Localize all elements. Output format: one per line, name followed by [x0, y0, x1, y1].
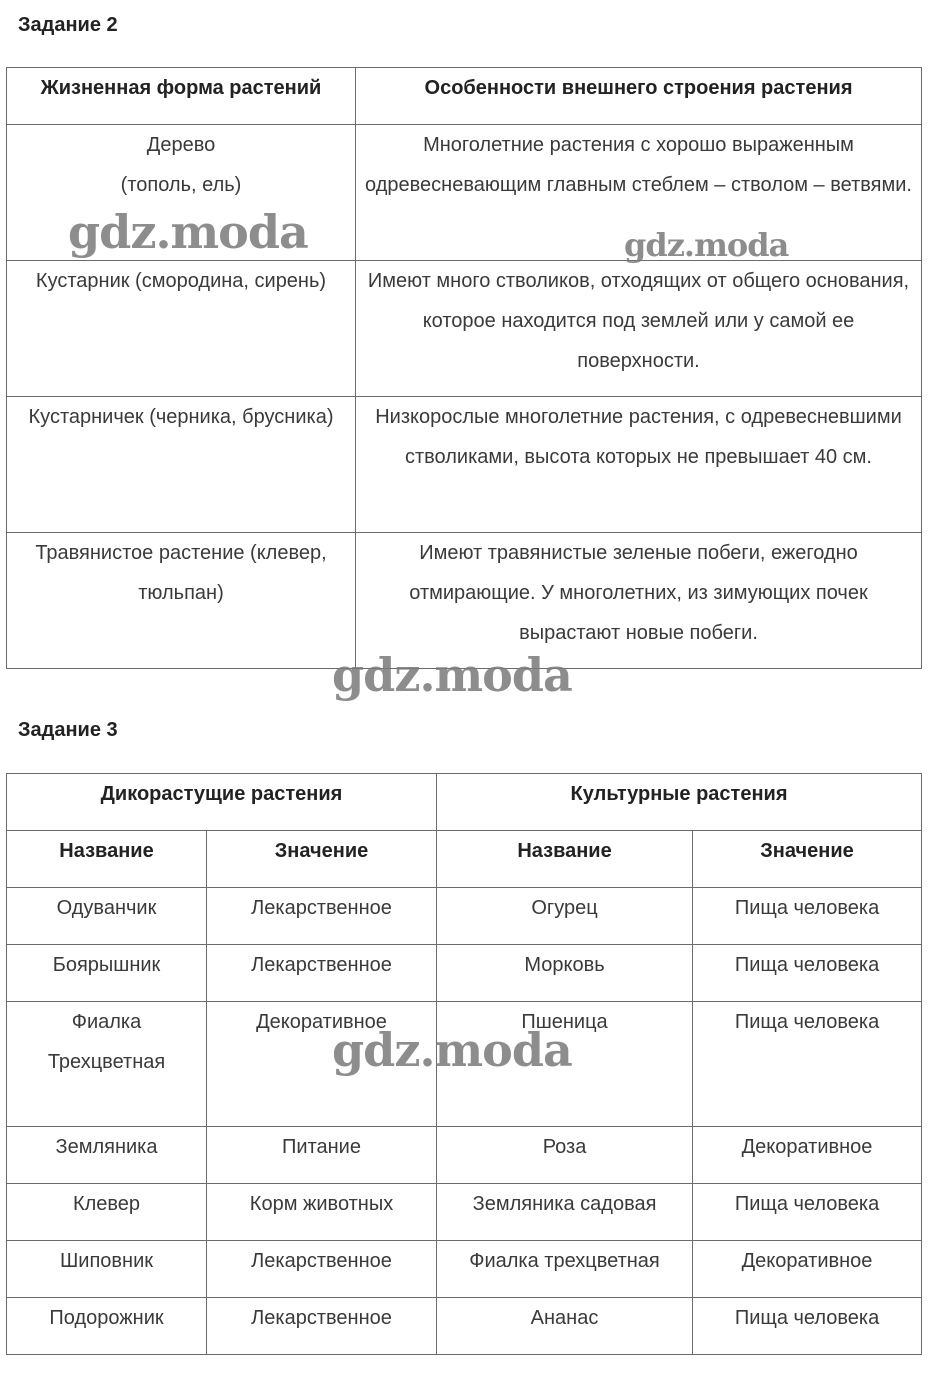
wild-name-cell: Боярышник — [7, 945, 207, 1002]
life-form-cell: Дерево (тополь, ель) — [7, 125, 356, 261]
cult-name-cell: Ананас — [437, 1298, 693, 1355]
task2-title: Задание 2 — [18, 14, 118, 36]
table-row — [7, 533, 922, 669]
wild-name-cell: Земляника — [7, 1127, 207, 1184]
wild-name-cell: Шиповник — [7, 1241, 207, 1298]
wild-name-cell: Клевер — [7, 1184, 207, 1241]
wild-use-cell: Лекарственное — [207, 888, 437, 945]
wild-use-cell: Лекарственное — [207, 945, 437, 1002]
table-row — [7, 397, 922, 533]
plants-table — [6, 773, 922, 1355]
header-cult-use: Значение — [693, 831, 922, 888]
features-cell: Имеют травянистые зеленые побеги, ежегодно отмирающие. У многолетних, из зимующих почек вырастают новые побеги. — [356, 533, 922, 669]
features-cell: Имеют много стволиков, отходящих от общего основания, которое находится под землей или у самой ее поверхности. — [356, 261, 922, 397]
life-form-cell: Кустарник (смородина, сирень) — [7, 261, 356, 397]
life-form-cell: Травянистое растение (клевер, тюльпан) — [7, 533, 356, 669]
watermark: gdz.moda — [68, 205, 308, 259]
wild-name-cell: Подорожник — [7, 1298, 207, 1355]
table-row — [7, 888, 922, 945]
table-row — [7, 261, 922, 397]
wild-use-cell: Лекарственное — [207, 1298, 437, 1355]
cult-use-cell: Пища человека — [693, 888, 922, 945]
group-header-row — [7, 774, 922, 831]
header-wild-plants: Дикорастущие растения — [7, 774, 437, 831]
sub-header-row — [7, 831, 922, 888]
cult-name-cell: Фиалка трехцветная — [437, 1241, 693, 1298]
cult-use-cell: Декоративное — [693, 1241, 922, 1298]
header-wild-use: Значение — [207, 831, 437, 888]
watermark: gdz.moda — [332, 1023, 572, 1077]
header-cult-name: Название — [437, 831, 693, 888]
plants-table-body — [7, 888, 922, 1355]
table-row — [7, 1184, 922, 1241]
wild-name-cell: Одуванчик — [7, 888, 207, 945]
cult-use-cell: Пища человека — [693, 945, 922, 1002]
cult-name-cell: Земляника садовая — [437, 1184, 693, 1241]
cult-name-cell: Морковь — [437, 945, 693, 1002]
watermark: gdz.moda — [624, 226, 789, 264]
table-row — [7, 1002, 922, 1127]
table-row — [7, 125, 922, 261]
life-form-cell: Кустарничек (черника, брусника) — [7, 397, 356, 533]
header-life-form: Жизненная форма растений — [7, 68, 356, 125]
table-row — [7, 945, 922, 1002]
wild-use-cell: Лекарственное — [207, 1241, 437, 1298]
cult-name-cell: Пшеница — [437, 1002, 693, 1127]
life-forms-table — [6, 67, 922, 669]
wild-name-cell: Фиалка Трехцветная — [7, 1002, 207, 1127]
header-wild-name: Название — [7, 831, 207, 888]
table-row — [7, 1127, 922, 1184]
cult-name-cell: Роза — [437, 1127, 693, 1184]
table-header-row — [7, 68, 922, 125]
cult-name-cell: Огурец — [437, 888, 693, 945]
table-row — [7, 1298, 922, 1355]
header-features: Особенности внешнего строения растения — [356, 68, 922, 125]
features-cell: Низкорослые многолетние растения, с одревесневшими стволиками, высота которых не превышает 40 см. — [356, 397, 922, 533]
cult-use-cell: Пища человека — [693, 1184, 922, 1241]
wild-use-cell: Корм животных — [207, 1184, 437, 1241]
cult-use-cell: Пища человека — [693, 1002, 922, 1127]
header-cultivated-plants: Культурные растения — [437, 774, 922, 831]
cult-use-cell: Декоративное — [693, 1127, 922, 1184]
wild-use-cell: Питание — [207, 1127, 437, 1184]
wild-use-cell: Декоративное — [207, 1002, 437, 1127]
watermark: gdz.moda — [332, 648, 572, 702]
table-row — [7, 1241, 922, 1298]
features-cell: Многолетние растения с хорошо выраженным одревесневающим главным стеблем – стволом – ветвями. — [356, 125, 922, 261]
task3-title: Задание 3 — [18, 719, 118, 741]
cult-use-cell: Пища человека — [693, 1298, 922, 1355]
